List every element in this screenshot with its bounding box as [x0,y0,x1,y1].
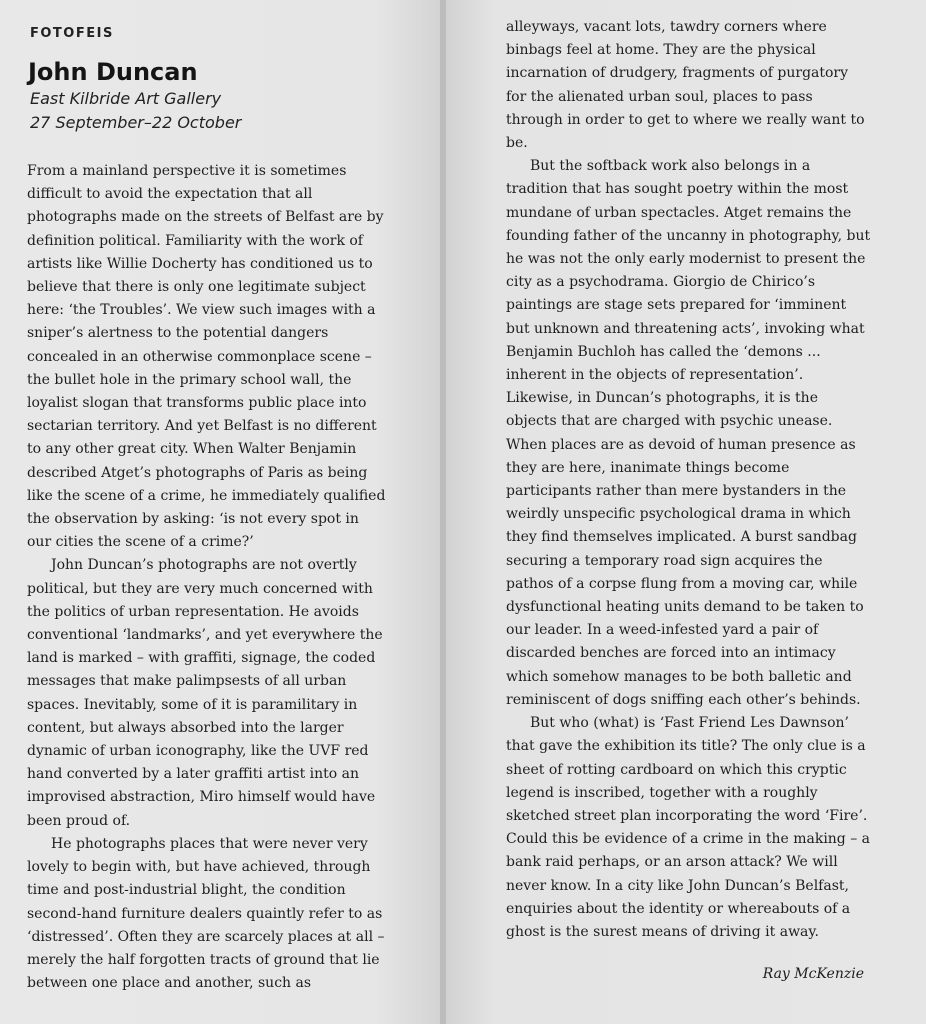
author-signature: Ray McKenzie [762,966,864,982]
dates-subtitle: 27 September–22 October [30,113,242,132]
venue-subtitle: East Kilbride Art Gallery [30,89,222,108]
right-column [506,16,872,944]
article-title: John Duncan [28,58,198,86]
paragraph: alleyways, vacant lots, tawdry corners where binbags feel at home. They are the physical incarnation of drudgery, fragments of purgatory for the alienated urban soul, places to pass through in order to get to where we really want to be. [506,19,865,152]
paragraph: From a mainland perspective it is sometimes difficult to avoid the expectation that all photographs made on the streets of Belfast are by definition political. Familiarity with the work of artists like Willie Docherty has conditioned us to believe that there is only one legitimate subject here: ‘the Troubles’. We view such images with a sniper’s alertness to the potential dangers concealed in an otherwise commonplace scene – the bullet hole in the primary school wall, the loyalist slogan that transforms public place into sectarian territory. And yet Belfast is no different to any other great city. When Walter Benjamin described Atget’s photographs of Paris as being like the scene of a crime, he immediately qualified the observation by asking: ‘is not every spot in our cities the scene of a crime?’ [27,163,386,551]
section-label: FOTOFEIS [30,26,114,41]
paragraph: But who (what) is ‘Fast Friend Les Dawnson’ that gave the exhibition its title? The only clue is a sheet of rotting cardboard on which this cryptic legend is inscribed, together with a roughly sketched street plan incorporating the word ‘Fire’. Could this be evidence of a crime in the making – a bank raid perhaps, or an arson attack? We will never know. In a city like John Duncan’s Belfast, enquiries about the identity or whereabouts of a ghost is the surest means of driving it away. [506,715,871,940]
paragraph: But the softback work also belongs in a tradition that has sought poetry within the most mundane of urban spectacles. Atget remains the founding father of the uncanny in photography, but he was not the only early modernist to present the city as a psychodrama. Giorgio de Chirico’s paintings are stage sets prepared for ‘imminent but unknown and threatening acts’, invoking what Benjamin Buchloh has called the ‘demons ... inherent in the objects of representation’. Likewise, in Duncan’s photographs, it is the objects that are charged with psychic unease. When places are as devoid of human presence as they are here, inanimate things become participants rather than mere bystanders in the weirdly unspecific psychological drama in which they find themselves implicated. A burst sandbag securing a temporary road sign acquires the pathos of a corpse flung from a moving car, while dysfunctional heating units demand to be taken to our leader. In a weed-infested yard a pair of discarded benches are forced into an intimacy which somehow manages to be both balletic and reminiscent of dogs sniffing each other’s behinds. [506,158,871,708]
left-column [27,160,387,995]
paragraph: John Duncan’s photographs are not overtly political, but they are very much concerned with the politics of urban representation. He avoids conventional ‘landmarks’, and yet everywhere the land is marked – with graffiti, signage, the coded messages that make palimpsests of all urban spaces. Inevitably, some of it is paramilitary in content, but always absorbed into the larger dynamic of urban iconography, like the UVF red hand converted by a later graffiti artist into an improvised abstraction, Miro himself would have been proud of. [27,557,383,829]
paragraph: He photographs places that were never very lovely to begin with, but have achieved, through time and post-industrial blight, the condition second-hand furniture dealers quaintly refer to as ‘distressed’. Often they are scarcely places at all – merely the half forgotten tracts of ground that lie between one place and another, such as [27,835,385,992]
